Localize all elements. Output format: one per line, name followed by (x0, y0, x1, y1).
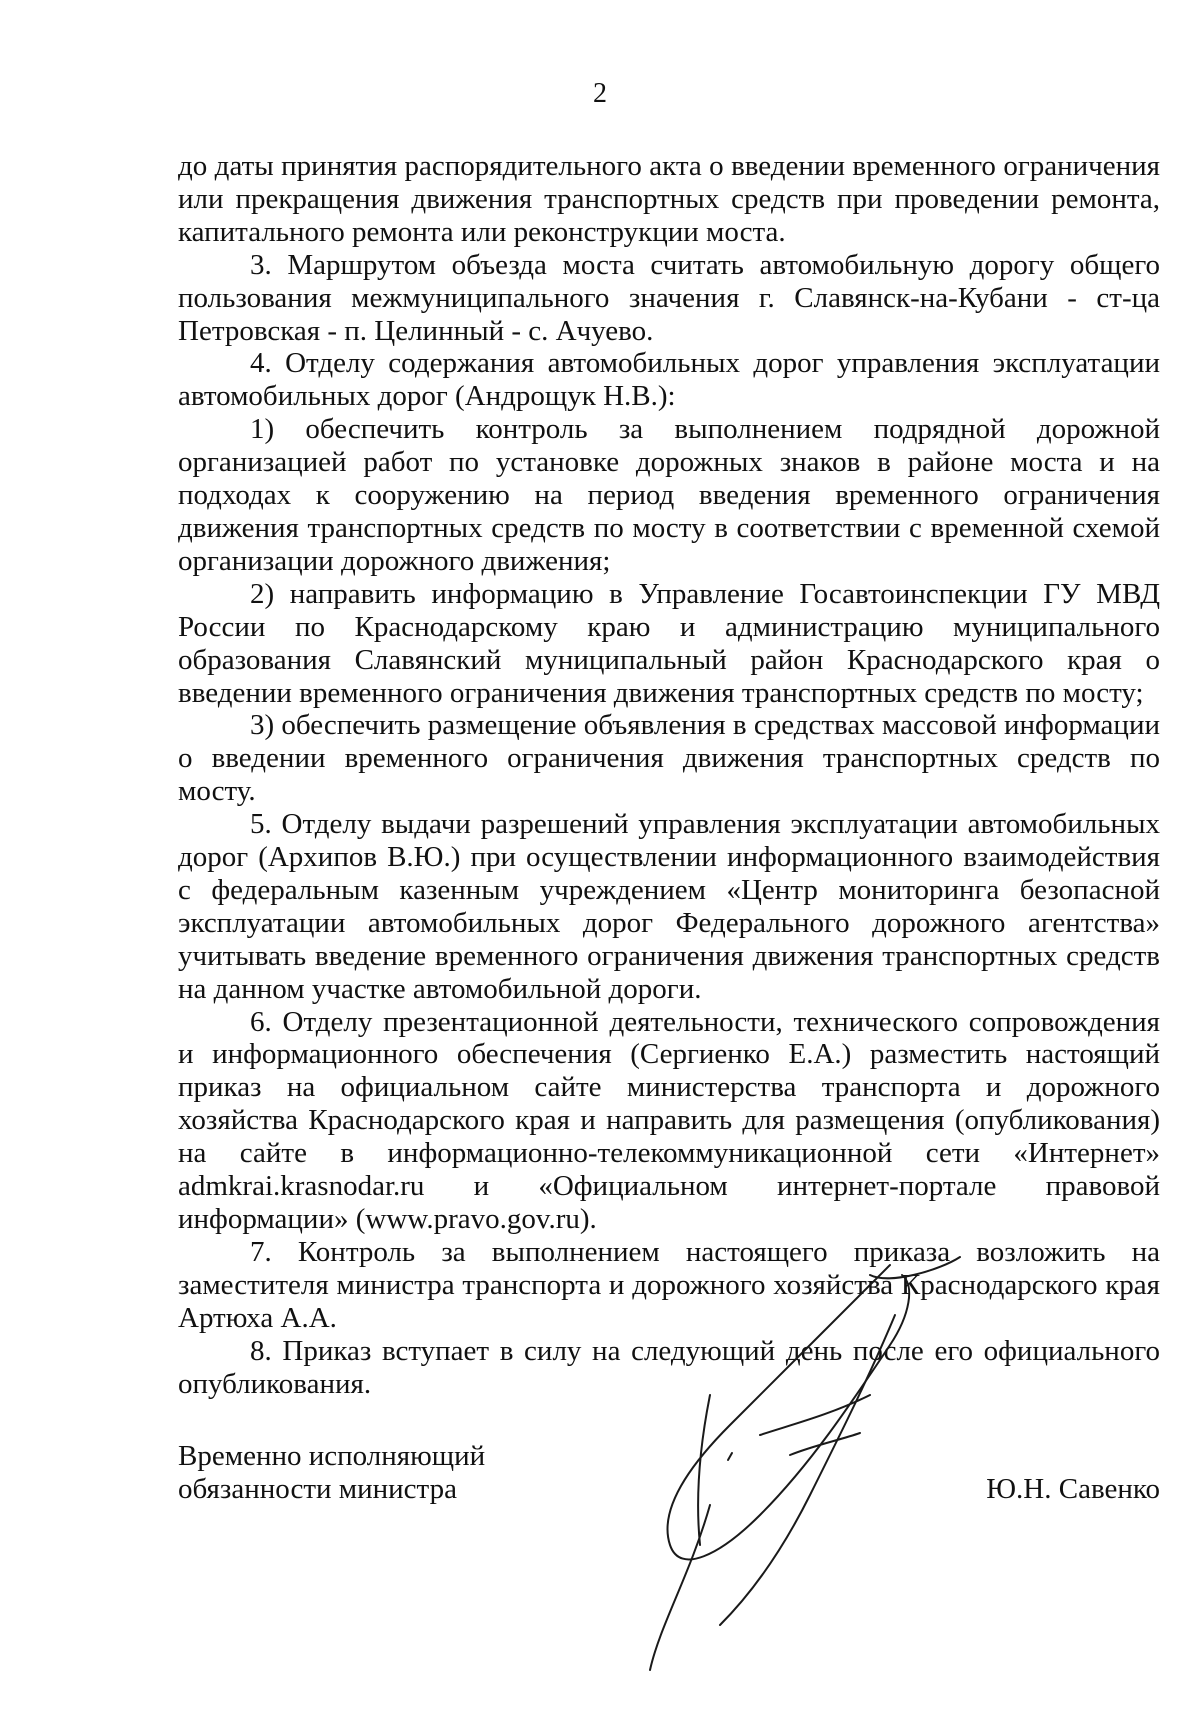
signer-position-line1: Временно исполняющий (178, 1440, 486, 1472)
signer-name: Ю.Н. Савенко (986, 1473, 1160, 1505)
paragraph-item-8: 8. Приказ вступает в силу на следующий день после его официального опубликования. (178, 1334, 1160, 1400)
paragraph-item-3: 3. Маршрутом объезда моста считать автомобильную дорогу общего пользования межмуниципального значения г. Славянск-на-Кубани - ст-ца Петровская - п. Целинный - с. Ачуево. (178, 248, 1160, 347)
paragraph-item-6: 6. Отделу презентационной деятельности, технического сопровождения и информационного обеспечения (Сергиенко Е.А.) разместить настоящий приказ на официальном сайте министерства транспорта и дорожного хозяйства Краснодарского края и направить для размещения (опубликования) на сайте в информационно-телекоммуникационной сети «Интернет» admkrai.krasnodar.ru и «Официальном интернет-портале правовой информации» (www.pravo.gov.ru). (178, 1005, 1160, 1235)
signer-position-line2: обязанности министра (178, 1473, 457, 1505)
page-number: 2 (593, 78, 607, 109)
paragraph-continuation: до даты принятия распорядительного акта о введении временного ограничения или прекращения движения транспортных средств при проведении ремонта, капитального ремонта или реконструкции моста. (178, 150, 1160, 248)
paragraph-item-4: 4. Отделу содержания автомобильных дорог управления эксплуатации автомобильных дорог (Андрощук Н.В.): (178, 347, 1160, 413)
paragraph-item-4-2: 2) направить информацию в Управление Госавтоинспекции ГУ МВД России по Краснодарскому краю и администрацию муниципального образования Славянский муниципальный район Краснодарского края о введении временного ограничения движения транспортных средств по мосту; (178, 577, 1160, 709)
paragraph-item-4-1: 1) обеспечить контроль за выполнением подрядной дорожной организацией работ по установке дорожных знаков в районе моста и на подходах к сооружению на период введения временного ограничения движения транспортных средств по мосту в соответствии с временной схемой организации дорожного движения; (178, 413, 1160, 577)
signer-position (178, 1440, 578, 1506)
paragraph-item-7: 7. Контроль за выполнением настоящего приказа возложить на заместителя министра транспорта и дорожного хозяйства Краснодарского края Артюха А.А. (178, 1235, 1160, 1334)
signature-block (178, 1440, 1160, 1520)
paragraph-item-5: 5. Отделу выдачи разрешений управления эксплуатации автомобильных дорог (Архипов В.Ю.) при осуществлении информационного взаимодействия с федеральным казенным учреждением «Центр мониторинга безопасной эксплуатации автомобильных дорог Федерального дорожного агентства» учитывать введение временного ограничения движения транспортных средств на данном участке автомобильной дороги. (178, 808, 1160, 1005)
document-body (178, 150, 1160, 1400)
paragraph-item-4-3: 3) обеспечить размещение объявления в средствах массовой информации о введении временного ограничения движения транспортных средств по мосту. (178, 709, 1160, 808)
